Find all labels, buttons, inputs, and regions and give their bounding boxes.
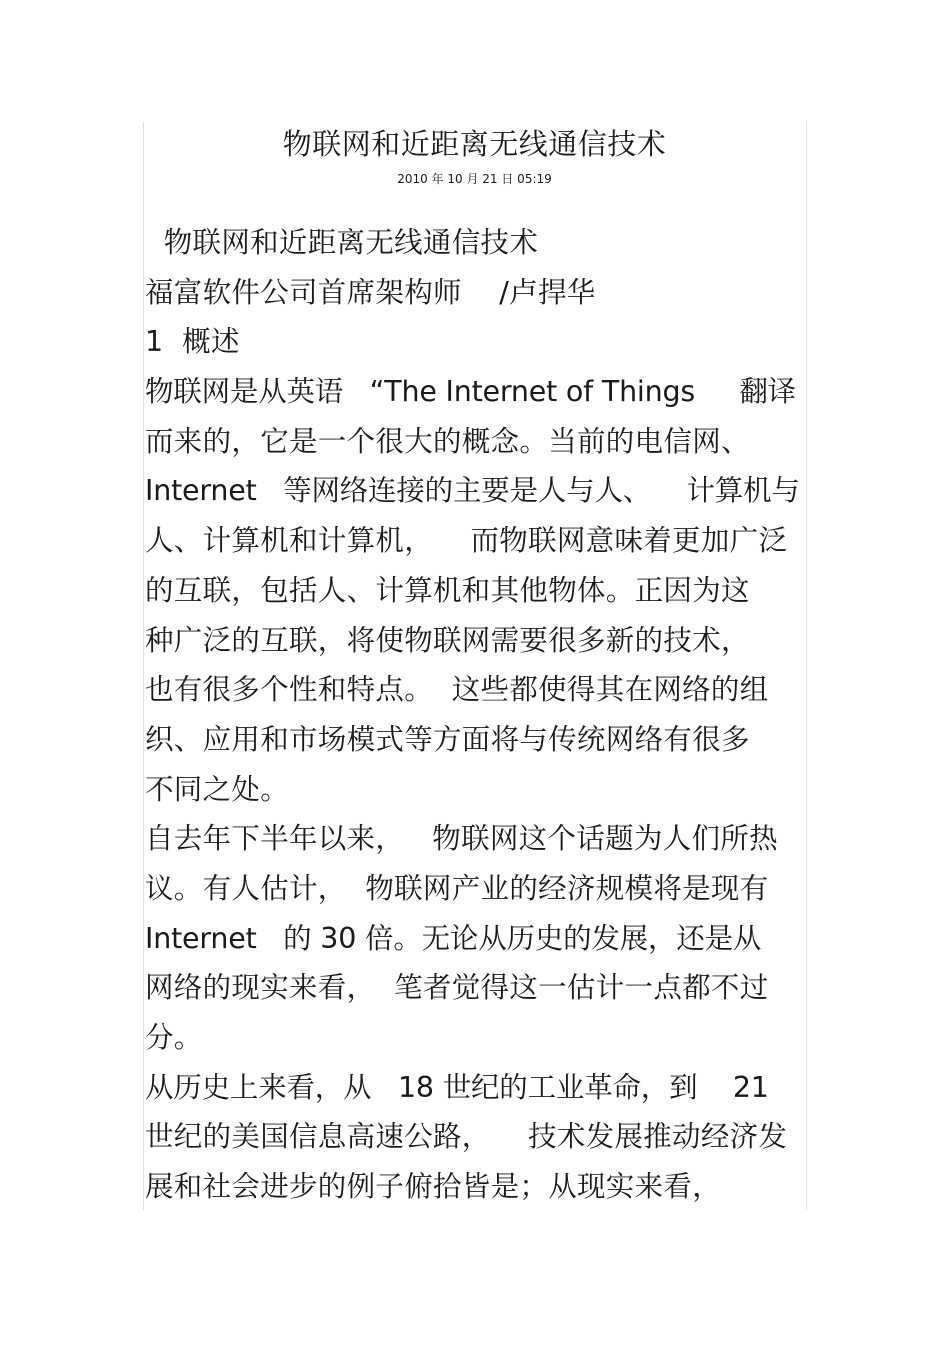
text-line: 而来的，它是一个很大的概念。当前的电信网、 bbox=[145, 424, 750, 458]
text-line: 物联网是从英语 “The Internet of Things 翻译 bbox=[145, 375, 796, 409]
text-line: 分。 bbox=[145, 1021, 203, 1054]
text-line: 人、计算机和计算机， 而物联网意味着更加广泛 bbox=[145, 524, 788, 558]
text-line: 织、应用和市场模式等方面将与传统网络有很多 bbox=[145, 722, 750, 756]
text-line: 世纪的美国信息高速公路， 技术发展推动经济发 bbox=[145, 1120, 788, 1154]
text-line: 议。有人估计， 物联网产业的经济规模将是现有 bbox=[145, 871, 769, 905]
text-line: 网络的现实来看， 笔者觉得这一估计一点都不过 bbox=[145, 971, 769, 1005]
text-line: 也有很多个性和特点。 这些都使得其在网络的组 bbox=[145, 673, 769, 707]
text-line: 种广泛的互联，将使物联网需要很多新的技术， bbox=[145, 623, 750, 657]
publish-date: 2010 年 10 月 21 日 05:19 bbox=[397, 172, 552, 186]
left-margin-rule bbox=[143, 122, 144, 1210]
text-line: 从历史上来看，从 18 世纪的工业革命，到 21 bbox=[145, 1070, 769, 1104]
article-body bbox=[145, 218, 810, 1212]
text-line: 的互联，包括人、计算机和其他物体。正因为这 bbox=[145, 573, 750, 607]
text-line: 物联网和近距离无线通信技术 bbox=[145, 226, 539, 259]
document-title: 物联网和近距离无线通信技术 bbox=[282, 127, 667, 161]
text-line: 不同之处。 bbox=[145, 772, 290, 806]
text-line: 自去年下半年以来， 物联网这个话题为人们所热 bbox=[145, 822, 778, 856]
section-heading: 1 概述 bbox=[145, 325, 240, 359]
text-line: 展和社会进步的例子俯拾皆是；从现实来看， bbox=[145, 1170, 722, 1204]
text-line: Internet 的 30 倍。无论从历史的发展，还是从 bbox=[145, 921, 762, 955]
text-line: Internet 等网络连接的主要是人与人、 计算机与 bbox=[145, 474, 800, 508]
text-line: 福富软件公司首席架构师 /卢捍华 bbox=[145, 275, 596, 309]
